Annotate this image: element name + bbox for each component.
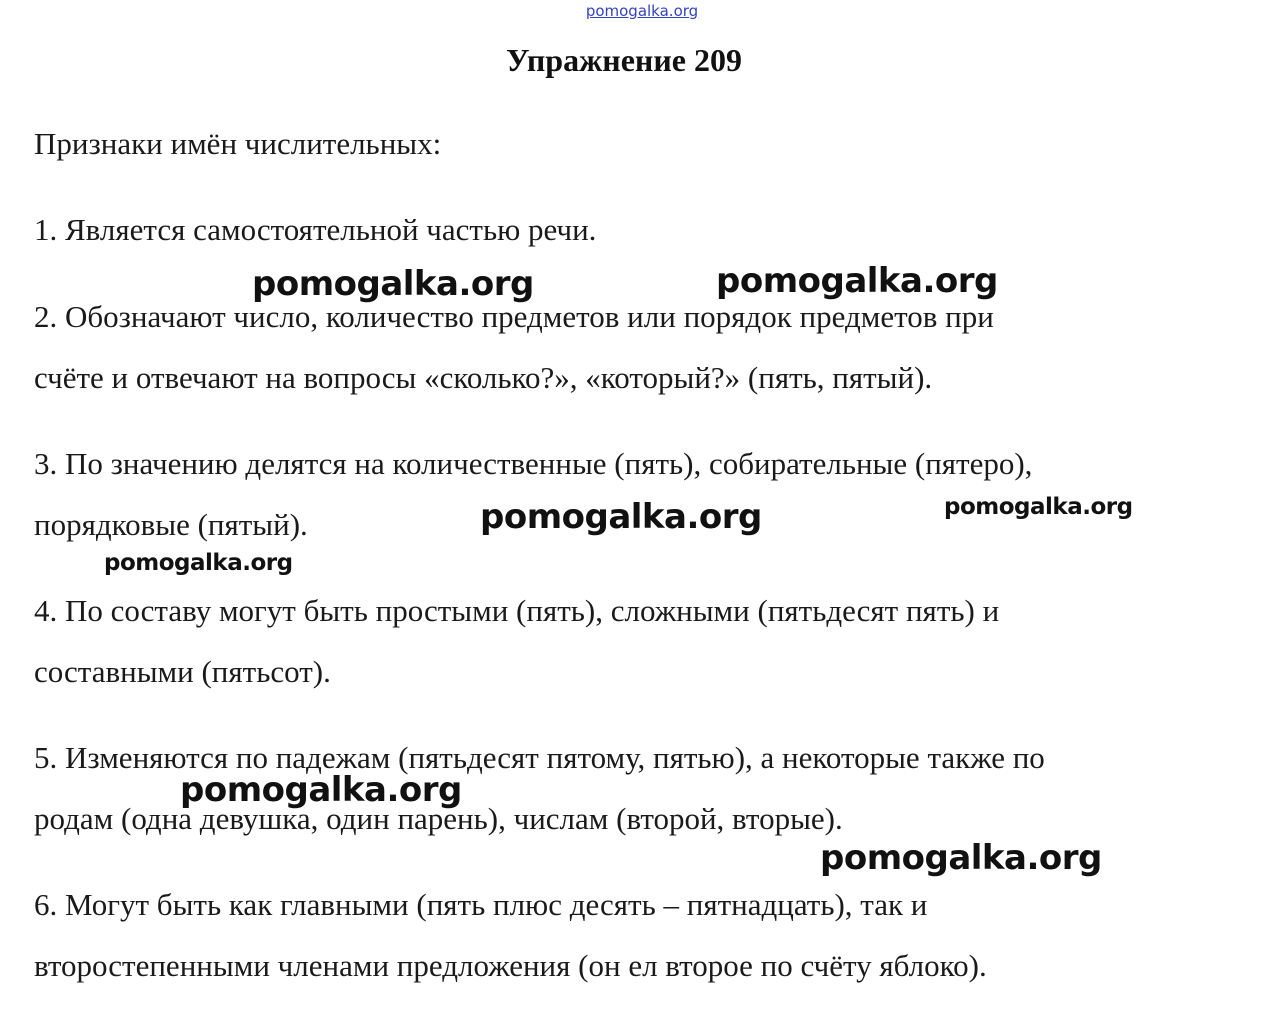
- watermark: pomogalka.org: [180, 770, 462, 810]
- item-3-line-2: порядковые (пятый).: [34, 507, 308, 542]
- site-link[interactable]: pomogalka.org: [585, 2, 699, 20]
- item-2-line-2: счёте и отвечают на вопросы «сколько?», «который?» (пять, пятый).: [34, 360, 933, 395]
- item-5-line-2: родам (одна девушка, один парень), числам (второй, вторые).: [34, 801, 843, 836]
- item-3-line-1: 3. По значению делятся на количественные (пять), собирательные (пятеро),: [34, 446, 1033, 481]
- item-2-line-1: 2. Обозначают число, количество предметов или порядок предметов при: [34, 299, 994, 334]
- watermark: pomogalka.org: [944, 494, 1133, 520]
- intro-text: Признаки имён числительных:: [34, 126, 442, 161]
- watermark: pomogalka.org: [104, 550, 293, 576]
- watermark: pomogalka.org: [252, 264, 534, 304]
- item-6-line-1: 6. Могут быть как главными (пять плюс десять – пятнадцать), так и: [34, 887, 928, 922]
- exercise-title: Упражнение 209: [505, 42, 742, 78]
- watermark: pomogalka.org: [820, 838, 1102, 878]
- watermark: pomogalka.org: [480, 497, 762, 537]
- item-4-line-1: 4. По составу могут быть простыми (пять), сложными (пятьдесят пять) и: [34, 593, 1000, 628]
- item-5-line-1: 5. Изменяются по падежам (пятьдесят пятому, пятью), а некоторые также по: [34, 740, 1045, 775]
- watermark: pomogalka.org: [716, 261, 998, 301]
- item-4-line-2: составными (пятьсот).: [34, 654, 331, 689]
- item-6-line-2: второстепенными членами предложения (он ел второе по счёту яблоко).: [34, 948, 987, 983]
- item-1: 1. Является самостоятельной частью речи.: [34, 212, 597, 247]
